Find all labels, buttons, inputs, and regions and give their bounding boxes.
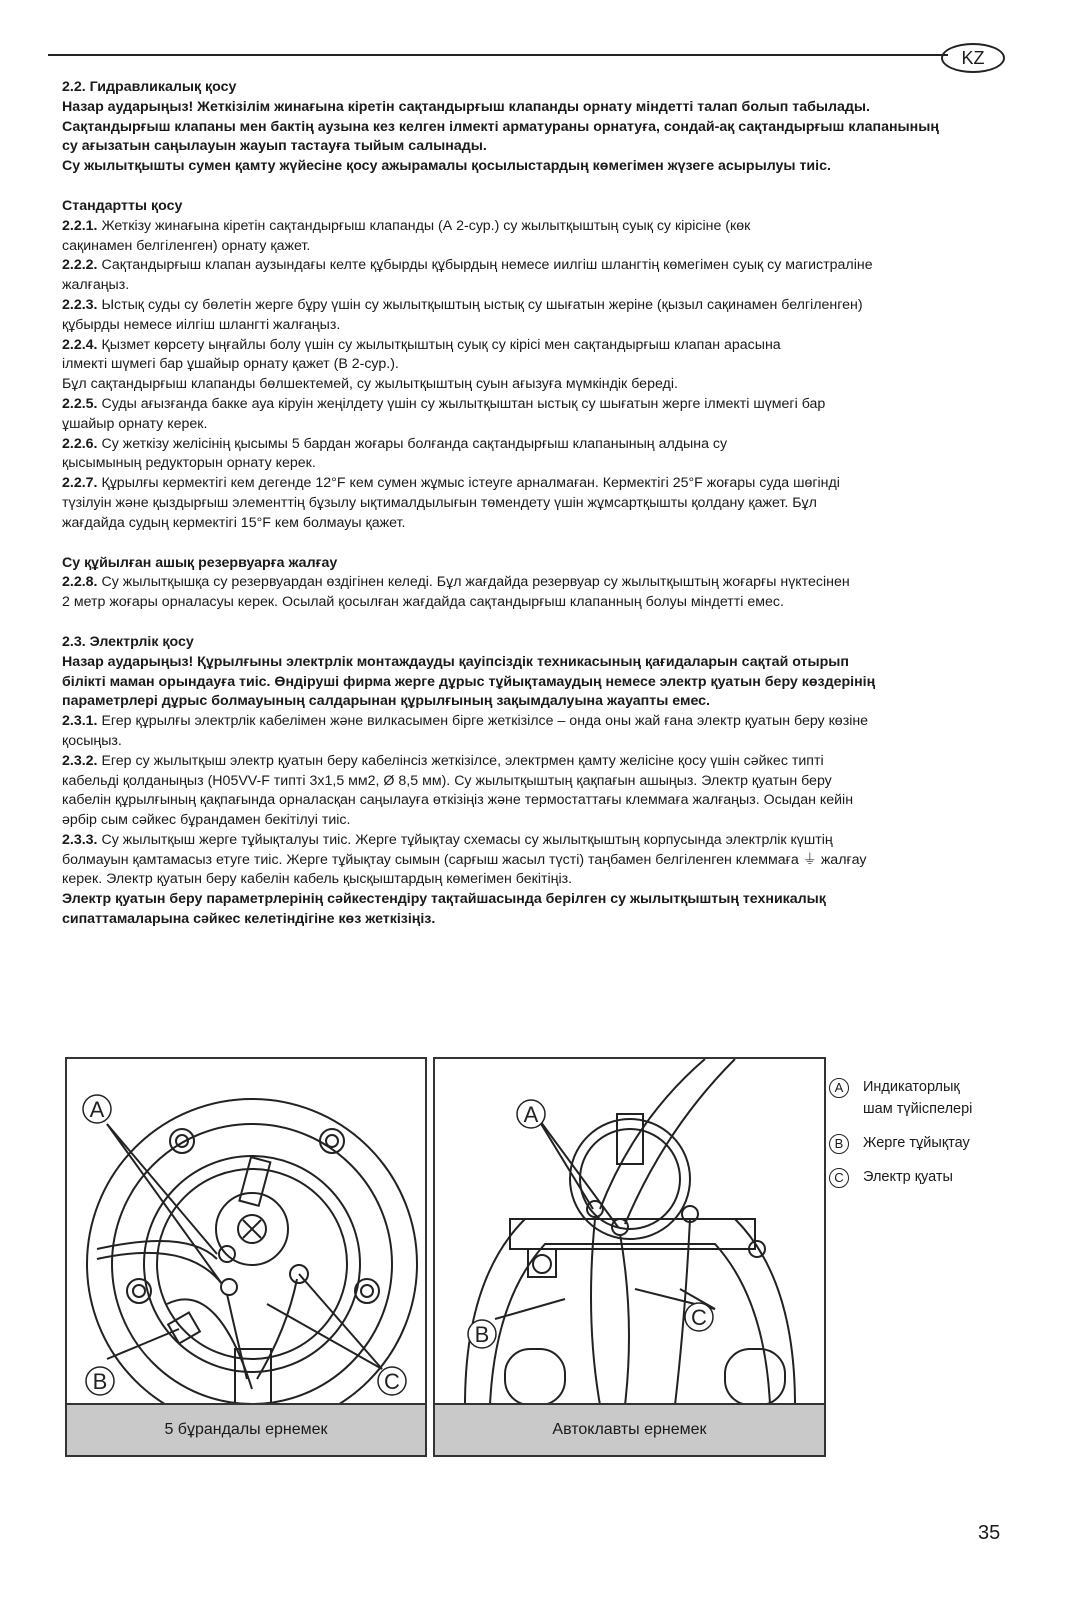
language-badge: KZ bbox=[941, 43, 1005, 73]
item-number: 2.2.8. bbox=[62, 574, 98, 591]
item-text: Су жылытқыш жерге тұйықталуы тиіс. Жерге тұйықтау схемасы су жылытқыштың корпусында электрлік күштің bbox=[101, 831, 833, 848]
final-note: Электр қуатын беру параметрлерінің сәйкестендіру тақтайшасында берілген су жылытқыштың техникалық bbox=[62, 891, 826, 908]
item-text: ілмекті шүмегі бар ұшайыр орнату қажет (В 2-сур.). bbox=[62, 356, 399, 373]
autoclave-flange-drawing bbox=[435, 1059, 824, 1405]
legend-item-a bbox=[829, 1076, 1029, 1120]
item-text: әрбір сым сәйкес бұрандамен бекітілуі тиіс. bbox=[62, 812, 351, 829]
subsection-title: Стандартты қосу bbox=[62, 197, 183, 214]
label-a: A bbox=[523, 1102, 539, 1127]
legend-text: Индикаторлық bbox=[863, 1079, 960, 1095]
five-screw-flange-drawing bbox=[67, 1059, 425, 1405]
list-paragraph-line bbox=[62, 573, 1007, 593]
item-text: Ыстық суды су бөлетін жерге бұру үшін су жылытқыштың ыстық су шығатын жеріне (қызыл сақинамен белгіленген) bbox=[101, 296, 863, 313]
warning-line: су ағызатын саңылауын жауып тастауға тыйым салынады. bbox=[62, 138, 487, 155]
legend-item-c bbox=[829, 1166, 1029, 1188]
item-text: құбырды немесе иілгіш шлангті жалғаңыз. bbox=[62, 316, 341, 333]
item-text: Егер құрылғы электрлік кабелімен және вилкасымен бірге жеткізілсе – онда оны жай ғана электр қуатын беру көзіне bbox=[101, 713, 869, 730]
electrical-list bbox=[62, 712, 1007, 890]
list-paragraph-line bbox=[62, 772, 1007, 792]
warning-line: білікті маман орындауға тиіс. Өндіруші фирма жерге дұрыс тұйықтамаудың немесе электр қуатын беру көздерінің bbox=[62, 673, 876, 690]
item-text: кабельді қолданыңыз (H05VV-F типті 3х1,5 мм2, Ø 8,5 мм). Су жылытқыштың қақпағын ашыңыз. Электр қуатын беру bbox=[62, 772, 832, 789]
list-paragraph-line bbox=[62, 712, 1007, 732]
list-paragraph-line bbox=[62, 375, 1007, 395]
item-number: 2.2.2. bbox=[62, 257, 98, 274]
legend-text: Электр қуаты bbox=[863, 1169, 953, 1185]
item-number: 2.2.3. bbox=[62, 296, 98, 313]
label-c: C bbox=[691, 1305, 707, 1330]
label-b: B bbox=[474, 1322, 490, 1347]
figure-caption: Автоклавты ернемек bbox=[435, 1403, 824, 1455]
warning-line: Назар аударыңыз! Жеткізілім жинағына кіретін сақтандырғыш клапанды орнату міндетті талап болып табылады. bbox=[62, 98, 870, 115]
open-tank-list bbox=[62, 573, 1007, 613]
subsection-title: Су құйылған ашық резервуарға жалғау bbox=[62, 554, 338, 571]
legend-text: Жерге тұйықтау bbox=[863, 1135, 970, 1151]
list-paragraph-line bbox=[62, 752, 1007, 772]
item-text: түзілуін және қыздырғыш элементтің бұзылу ықтималдылығын төмендету үшін жұмсартқышты қолдану қажет. Бұл bbox=[62, 494, 817, 511]
item-number: 2.2.7. bbox=[62, 475, 98, 492]
item-text: керек. Электр қуатын беру кабелін кабель қысқыштардың көмегімен бекітіңіз. bbox=[62, 871, 573, 888]
list-paragraph-line bbox=[62, 355, 1007, 375]
list-paragraph-line bbox=[62, 831, 1007, 851]
item-text: Сақтандырғыш клапан аузындағы келте құбырды құбырдың немесе иилгіш шлангтің көмегімен суық су магистраліне bbox=[101, 257, 873, 274]
figure-autoclave-flange bbox=[433, 1057, 826, 1457]
item-number: 2.2.4. bbox=[62, 336, 98, 353]
label-b: B bbox=[92, 1369, 108, 1394]
list-paragraph-line bbox=[62, 276, 1007, 296]
warning-line: Назар аударыңыз! Құрылғыны электрлік монтаждауды қауіпсіздік техникасының қағидаларын сақтай отырып bbox=[62, 653, 849, 670]
figure-caption: 5 бұрандалы ернемек bbox=[67, 1403, 425, 1455]
item-text: қысымының редукторын орнату керек. bbox=[62, 455, 316, 472]
list-paragraph-line bbox=[62, 593, 1007, 613]
item-text: кабелін құрылғының қақпағында орналасқан саңылауға өткізіңіз және термостаттағы клеммаға жалғаңыз. Осыдан кейін bbox=[62, 792, 854, 809]
item-text: Су жеткізу желісінің қысымы 5 бардан жоғары болғанда сақтандырғыш клапанының алдына су bbox=[101, 435, 728, 452]
list-paragraph-line bbox=[62, 435, 1007, 455]
list-paragraph-line bbox=[62, 851, 1007, 871]
document-body bbox=[62, 78, 1007, 930]
legend-key: A bbox=[829, 1078, 849, 1098]
page-number: 35 bbox=[978, 1522, 1001, 1544]
list-paragraph-line bbox=[62, 454, 1007, 474]
item-text: Қызмет көрсету ыңғайлы болу үшін су жылытқыштың суық су кірісі мен сақтандырғыш клапан арасына bbox=[101, 336, 781, 353]
list-paragraph-line bbox=[62, 870, 1007, 890]
item-number: 2.3.3. bbox=[62, 831, 98, 848]
list-paragraph-line bbox=[62, 217, 1007, 237]
item-text: Құрылғы кермектігі кем дегенде 12°F кем сумен жұмыс істеуге арналмаған. Кермектігі 25°F жоғары суда шөгінді bbox=[101, 475, 840, 492]
item-number: 2.2.6. bbox=[62, 435, 98, 452]
item-text: 2 метр жоғары орналасуы керек. Осылай қосылған жағдайда сақтандырғыш клапанның болуы міндетті емес. bbox=[62, 594, 784, 611]
list-paragraph-line bbox=[62, 791, 1007, 811]
list-paragraph-line bbox=[62, 237, 1007, 257]
label-c: C bbox=[384, 1369, 400, 1394]
list-paragraph-line bbox=[62, 316, 1007, 336]
list-paragraph-line bbox=[62, 415, 1007, 435]
figure-five-screw-flange bbox=[65, 1057, 427, 1457]
label-a: A bbox=[89, 1097, 105, 1122]
item-text: Бұл сақтандырғыш клапанды бөлшектемей, су жылытқыштың суын ағызуға мүмкіндік береді. bbox=[62, 376, 678, 393]
item-number: 2.2.5. bbox=[62, 395, 98, 412]
list-paragraph-line bbox=[62, 296, 1007, 316]
final-note: сипаттамаларына сәйкес келетіндігіне көз жеткізіңіз. bbox=[62, 911, 436, 928]
warning-line: параметрлері дұрыс болмауының салдарынан құрылғының зақымдалуына жауапты емес. bbox=[62, 693, 710, 710]
warning-line: Су жылытқышты сумен қамту жүйесіне қосу ажырамалы қосылыстардың көмегімен жүзеге асырылуы тиіс. bbox=[62, 158, 831, 175]
item-number: 2.2.1. bbox=[62, 217, 98, 234]
list-paragraph-line bbox=[62, 732, 1007, 752]
item-text: ұшайыр орнату керек. bbox=[62, 415, 208, 432]
legend-key: B bbox=[829, 1134, 849, 1154]
list-paragraph-line bbox=[62, 336, 1007, 356]
item-number: 2.3.1. bbox=[62, 713, 98, 730]
section-title: 2.3. Электрлік қосу bbox=[62, 633, 194, 650]
figure-legend bbox=[829, 1076, 1029, 1200]
item-text: қосыңыз. bbox=[62, 732, 122, 749]
legend-text: шам түйіспелері bbox=[863, 1101, 973, 1117]
item-text: Су жылытқышқа су резервуардан өздігінен келеді. Бұл жағдайда резервуар су жылытқыштың жоғарғы нүктесінен bbox=[101, 574, 850, 591]
warning-line: Сақтандырғыш клапаны мен бактің аузына кез келген ілмекті арматураны орнатуға, сондай-ақ сақтандырғыш клапанының bbox=[62, 118, 939, 135]
standard-list bbox=[62, 217, 1007, 534]
list-paragraph-line bbox=[62, 474, 1007, 494]
item-text: жағдайда судың кермектігі 15°F кем болмауы қажет. bbox=[62, 514, 406, 531]
item-text: Егер су жылытқыш электр қуатын беру кабелінсіз жеткізілсе, электрмен қамту желісіне қосу үшін сәйкес типті bbox=[101, 752, 824, 769]
item-text: сақинамен белгіленген) орнату қажет. bbox=[62, 237, 311, 254]
list-paragraph-line bbox=[62, 494, 1007, 514]
list-paragraph-line bbox=[62, 811, 1007, 831]
item-number: 2.3.2. bbox=[62, 752, 98, 769]
list-paragraph-line bbox=[62, 514, 1007, 534]
item-text: Жеткізу жинағына кіретін сақтандырғыш клапанды (А 2-сур.) су жылытқыштың суық су кірісіне (көк bbox=[101, 217, 751, 234]
item-text: жалғаңыз. bbox=[62, 277, 130, 294]
header-rule bbox=[48, 54, 948, 56]
item-text: Суды ағызғанда бакке ауа кіруін жеңілдету үшін су жылытқыштан ыстық су шығатын жерге ілмекті шүмегі бар bbox=[101, 395, 826, 412]
list-paragraph-line bbox=[62, 395, 1007, 415]
item-text: болмауын қамтамасыз етуге тиіс. Жерге тұйықтау сымын (сарғыш жасыл түсті) таңбамен белгіленген клеммаға ⏚ жалғау bbox=[62, 851, 867, 868]
list-paragraph-line bbox=[62, 256, 1007, 276]
legend-item-b bbox=[829, 1132, 1029, 1154]
legend-key: C bbox=[829, 1168, 849, 1188]
section-title: 2.2. Гидравликалық қосу bbox=[62, 79, 237, 95]
